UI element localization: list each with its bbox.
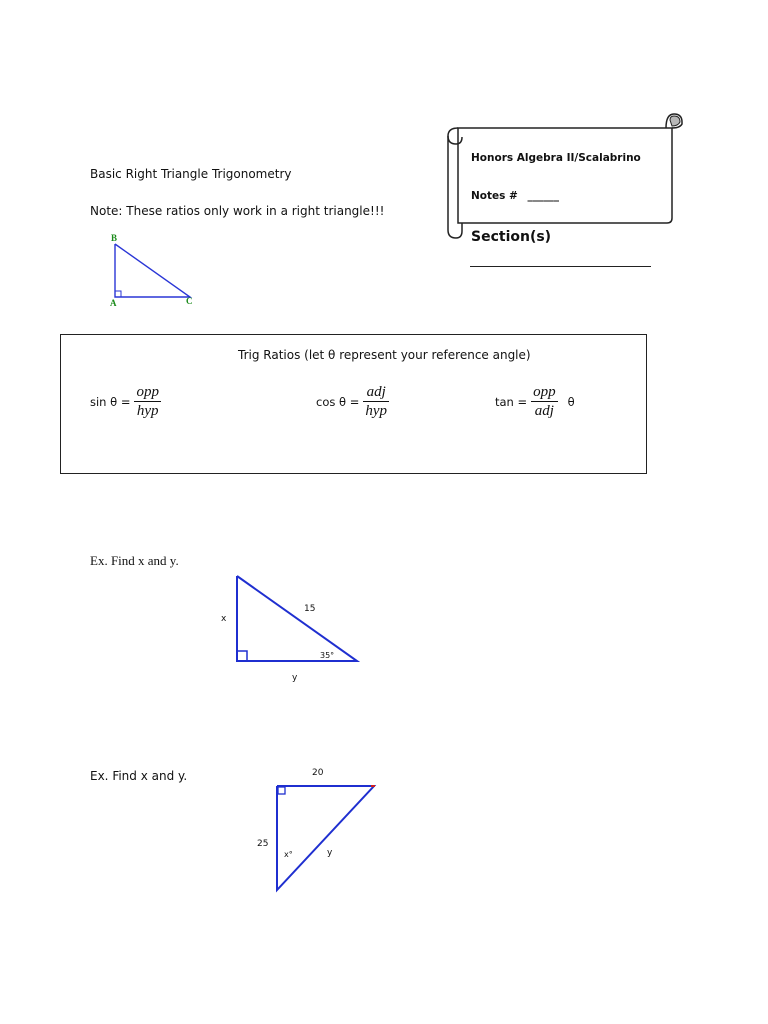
section-blank-line [470,266,651,267]
tangent-numerator: opp [533,384,556,400]
sine-ratio [90,384,161,419]
scroll-banner [444,110,684,245]
cosine-fraction [363,384,389,419]
sine-numerator: opp [136,384,159,400]
ratios-heading: Trig Ratios (let θ represent your reference angle) [238,348,531,362]
notes-blank: ______ [527,190,560,202]
cosine-label: cos θ = [316,394,360,409]
fraction-bar [134,401,161,402]
cosine-numerator: adj [366,384,386,400]
example1-prompt: Ex. Find x and y. [90,553,179,568]
page-title: Basic Right Triangle Trigonometry [90,167,292,181]
sine-denominator: hyp [136,403,159,419]
example2-left-label: 25 [257,839,269,849]
sine-label: sin θ = [90,394,131,409]
example2-top-label: 20 [312,768,324,778]
section-label: Section(s) [471,229,552,245]
tangent-theta: θ [567,394,575,409]
example1-x-label: x [221,614,227,624]
example1-triangle [230,570,370,670]
fraction-bar [531,401,558,402]
vertex-c-label: C [186,296,193,306]
tangent-fraction [531,384,558,419]
fraction-bar [363,401,389,402]
vertex-a-label: A [110,298,117,308]
tangent-ratio [495,384,575,419]
tangent-label: tan = [495,394,528,409]
notes-label: Notes # [471,190,518,202]
tangent-denominator: adj [534,403,554,419]
example2-y-label: y [327,848,333,858]
course-title: Honors Algebra II/Scalabrino [471,152,641,164]
example2-prompt: Ex. Find x and y. [90,769,188,783]
example1-y-label: y [292,673,298,683]
example1-angle-label: 35° [320,651,335,660]
example2-triangle [270,780,382,895]
example1-hypotenuse-label: 15 [304,604,316,614]
cosine-denominator: hyp [365,403,388,419]
notes-number-label [471,190,559,202]
cosine-ratio [316,384,389,419]
example2-angle-label: x° [284,850,293,859]
note-text: Note: These ratios only work in a right triangle!!! [90,204,385,218]
vertex-b-label: B [111,233,118,243]
sine-fraction [134,384,161,419]
